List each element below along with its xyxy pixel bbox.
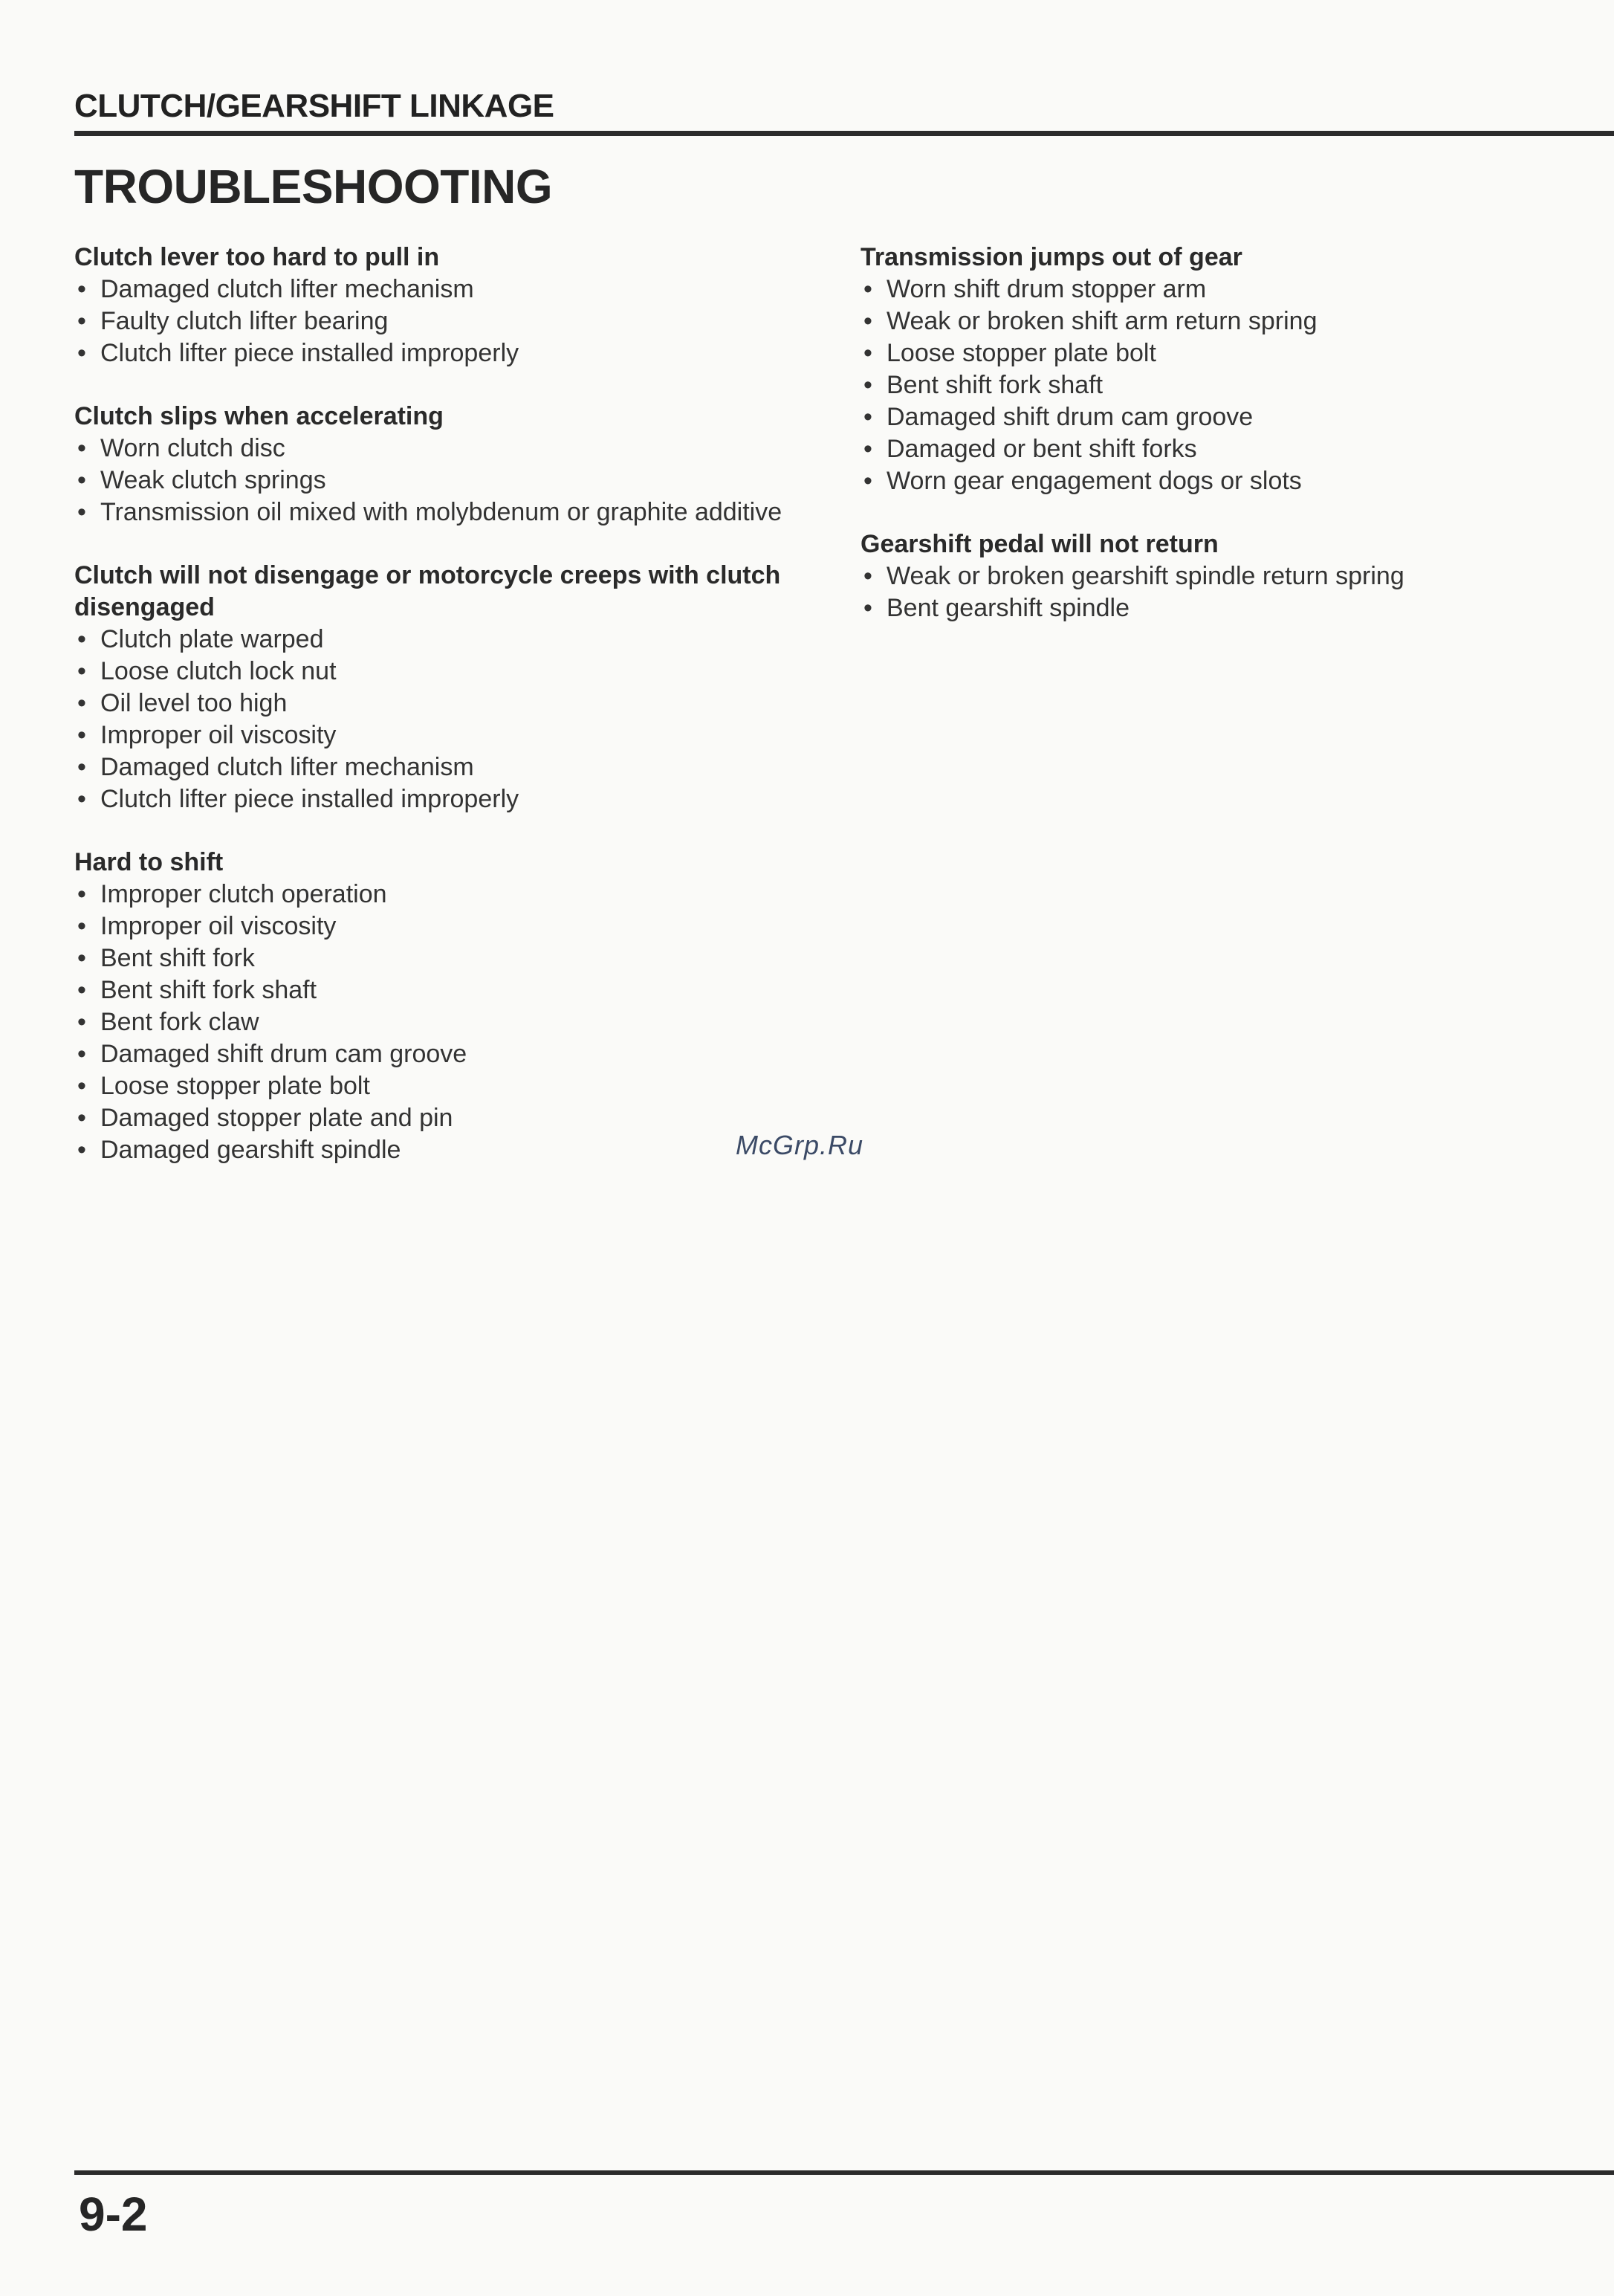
bullet-icon: • xyxy=(863,594,872,622)
footer-rule xyxy=(74,2170,1614,2175)
cause-text: Damaged stopper plate and pin xyxy=(100,1104,453,1132)
troubleshooting-group xyxy=(74,847,847,1166)
bullet-icon: • xyxy=(77,275,86,303)
cause-item xyxy=(74,1102,847,1134)
cause-text: Damaged shift drum cam groove xyxy=(100,1040,467,1068)
bullet-icon: • xyxy=(77,498,86,526)
cause-item xyxy=(74,497,847,528)
troubleshooting-group xyxy=(861,528,1604,624)
cause-text: Weak clutch springs xyxy=(100,466,326,494)
cause-text: Clutch lifter piece installed improperly xyxy=(100,339,519,367)
cause-text: Damaged gearshift spindle xyxy=(100,1136,401,1164)
bullet-icon: • xyxy=(77,339,86,367)
cause-list xyxy=(74,433,847,528)
cause-list xyxy=(74,624,847,815)
header-rule xyxy=(74,131,1614,136)
cause-item xyxy=(74,719,847,751)
cause-item xyxy=(74,688,847,719)
troubleshooting-group xyxy=(74,401,847,528)
bullet-icon: • xyxy=(863,371,872,399)
troubleshooting-group xyxy=(861,242,1604,497)
cause-item xyxy=(74,1070,847,1102)
cause-item xyxy=(74,974,847,1006)
cause-text: Weak or broken gearshift spindle return spring xyxy=(887,562,1404,590)
group-title: Gearshift pedal will not return xyxy=(861,530,1219,558)
cause-text: Oil level too high xyxy=(100,689,288,717)
bullet-icon: • xyxy=(863,435,872,463)
cause-text: Improper oil viscosity xyxy=(100,912,337,940)
cause-text: Clutch lifter piece installed improperly xyxy=(100,785,519,813)
bullet-icon: • xyxy=(77,1136,86,1164)
cause-item xyxy=(861,560,1604,592)
cause-item xyxy=(74,783,847,815)
troubleshooting-group xyxy=(74,560,847,815)
cause-text: Damaged clutch lifter mechanism xyxy=(100,753,474,781)
cause-text: Weak or broken shift arm return spring xyxy=(887,307,1318,335)
cause-text: Worn shift drum stopper arm xyxy=(887,275,1207,303)
group-title: Clutch will not disengage or motorcycle creeps with clutch disengaged xyxy=(74,561,781,621)
cause-item xyxy=(861,401,1604,433)
bullet-icon: • xyxy=(77,1008,86,1036)
cause-text: Clutch plate warped xyxy=(100,625,324,653)
cause-item xyxy=(74,1134,847,1166)
cause-item xyxy=(74,751,847,783)
bullet-icon: • xyxy=(77,625,86,653)
cause-text: Damaged or bent shift forks xyxy=(887,435,1197,463)
bullet-icon: • xyxy=(863,339,872,367)
cause-text: Bent fork claw xyxy=(100,1008,259,1036)
group-title: Clutch lever too hard to pull in xyxy=(74,243,440,271)
bullet-icon: • xyxy=(77,912,86,940)
cause-item xyxy=(861,305,1604,337)
cause-text: Faulty clutch lifter bearing xyxy=(100,307,389,335)
bullet-icon: • xyxy=(77,753,86,781)
group-title: Hard to shift xyxy=(74,848,224,876)
bullet-icon: • xyxy=(77,1040,86,1068)
cause-text: Worn gear engagement dogs or slots xyxy=(887,467,1302,495)
cause-item xyxy=(74,305,847,337)
bullet-icon: • xyxy=(863,562,872,590)
cause-text: Loose clutch lock nut xyxy=(100,657,337,685)
cause-item xyxy=(861,274,1604,305)
cause-text: Loose stopper plate bolt xyxy=(100,1072,370,1100)
cause-text: Transmission oil mixed with molybdenum or graphite additive xyxy=(100,498,782,526)
cause-text: Bent gearshift spindle xyxy=(887,594,1130,622)
bullet-icon: • xyxy=(77,1072,86,1100)
bullet-icon: • xyxy=(77,434,86,462)
bullet-icon: • xyxy=(77,976,86,1004)
cause-item xyxy=(74,1006,847,1038)
cause-text: Loose stopper plate bolt xyxy=(887,339,1156,367)
cause-item xyxy=(74,911,847,942)
bullet-icon: • xyxy=(77,307,86,335)
bullet-icon: • xyxy=(77,785,86,813)
bullet-icon: • xyxy=(77,944,86,972)
bullet-icon: • xyxy=(77,1104,86,1132)
cause-text: Bent shift fork shaft xyxy=(100,976,317,1004)
cause-item xyxy=(861,369,1604,401)
cause-text: Damaged shift drum cam groove xyxy=(887,403,1254,431)
cause-text: Improper clutch operation xyxy=(100,880,387,908)
cause-item xyxy=(74,433,847,465)
cause-item xyxy=(74,656,847,688)
group-title: Transmission jumps out of gear xyxy=(861,243,1242,271)
cause-item xyxy=(861,433,1604,465)
cause-text: Improper oil viscosity xyxy=(100,721,337,749)
cause-list xyxy=(861,560,1604,624)
right-column xyxy=(861,242,1604,656)
cause-item xyxy=(74,337,847,369)
bullet-icon: • xyxy=(77,466,86,494)
section-title: TROUBLESHOOTING xyxy=(74,160,553,213)
bullet-icon: • xyxy=(863,467,872,495)
cause-text: Bent shift fork shaft xyxy=(887,371,1103,399)
left-column xyxy=(74,242,847,1197)
cause-item xyxy=(74,274,847,305)
cause-item xyxy=(74,624,847,656)
chapter-title: CLUTCH/GEARSHIFT LINKAGE xyxy=(74,88,554,124)
bullet-icon: • xyxy=(77,657,86,685)
bullet-icon: • xyxy=(863,403,872,431)
cause-item xyxy=(861,337,1604,369)
cause-item xyxy=(74,942,847,974)
cause-text: Worn clutch disc xyxy=(100,434,285,462)
cause-list xyxy=(861,274,1604,497)
cause-item xyxy=(861,465,1604,497)
cause-text: Bent shift fork xyxy=(100,944,255,972)
cause-list xyxy=(74,274,847,369)
bullet-icon: • xyxy=(863,275,872,303)
troubleshooting-group xyxy=(74,242,847,369)
page-number: 9-2 xyxy=(79,2187,148,2241)
cause-item xyxy=(74,879,847,911)
watermark: McGrp.Ru xyxy=(736,1130,864,1160)
cause-text: Damaged clutch lifter mechanism xyxy=(100,275,474,303)
cause-list xyxy=(74,879,847,1166)
group-title: Clutch slips when accelerating xyxy=(74,402,444,430)
cause-item xyxy=(861,592,1604,624)
cause-item xyxy=(74,465,847,497)
cause-item xyxy=(74,1038,847,1070)
bullet-icon: • xyxy=(77,721,86,749)
bullet-icon: • xyxy=(77,880,86,908)
bullet-icon: • xyxy=(863,307,872,335)
bullet-icon: • xyxy=(77,689,86,717)
